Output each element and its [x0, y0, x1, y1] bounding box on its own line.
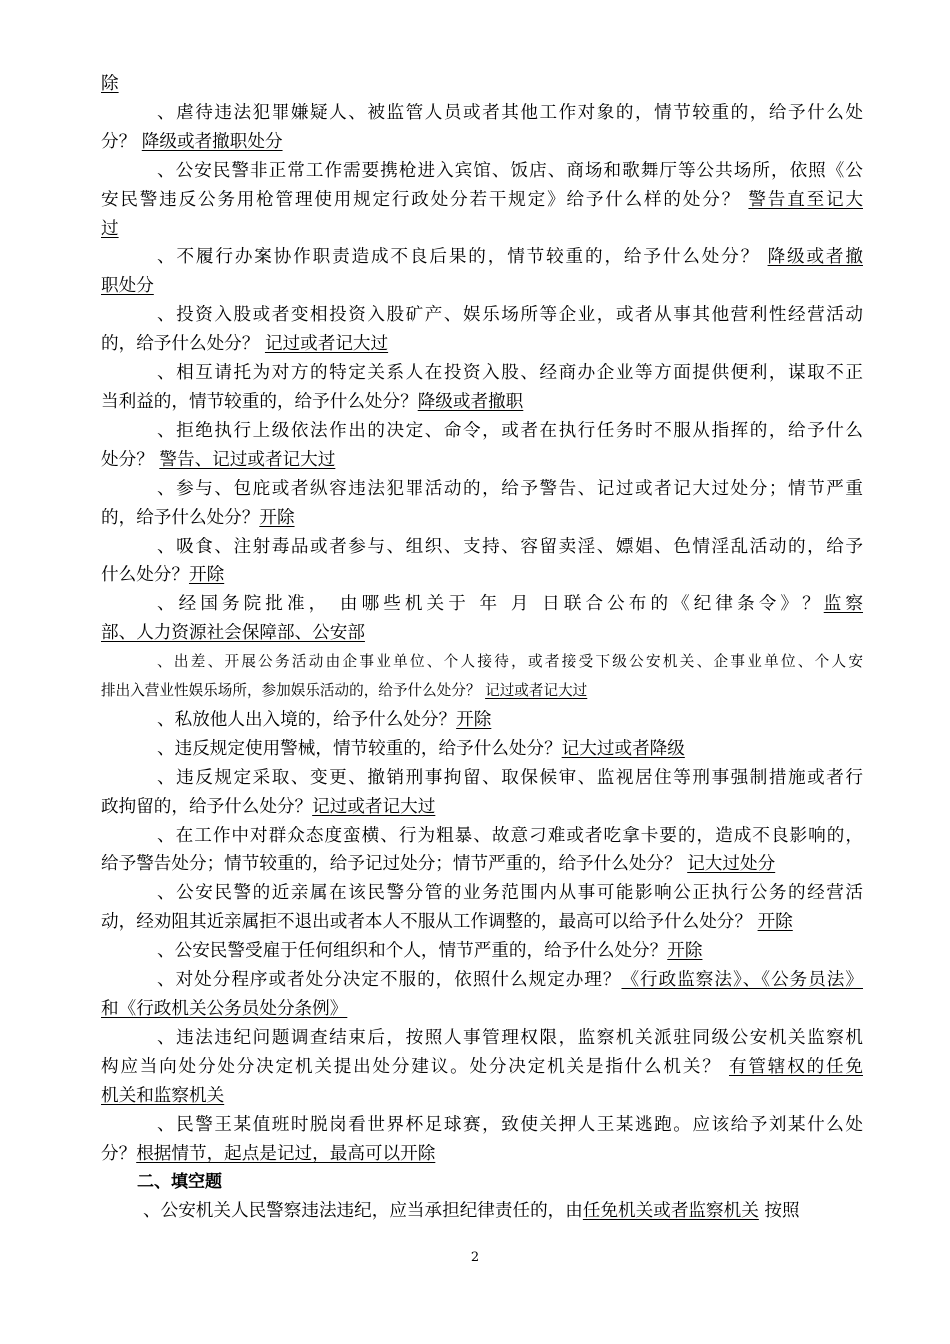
answer-text: 警告、记过或者记大过 [159, 449, 336, 470]
question-q16 [101, 937, 863, 966]
question-line [101, 648, 863, 677]
question-text: 、公安民警非正常工作需要携枪进入宾馆、饭店、商场和歌舞厅等公共场所，依照《公 [157, 160, 863, 181]
question-text: 、拒绝执行上级依法作出的决定、命令，或者在执行任务时不服从指挥的，给予什么 [157, 420, 863, 441]
answer-text: 部、人力资源社会保障部、公安部 [101, 623, 365, 644]
question-q0 [101, 70, 863, 99]
question-line [101, 99, 863, 128]
question-line [101, 504, 863, 533]
question-text: 、参与、包庇或者纵容违法犯罪活动的，给予警告、记过或者记大过处分；情节严重 [157, 478, 863, 499]
answer-text: 降级或者撤 [767, 247, 863, 268]
question-line [101, 677, 863, 706]
fill-answer: 任免机关或者监察机关 [582, 1201, 759, 1222]
question-line [101, 995, 863, 1024]
question-q8 [101, 533, 863, 591]
answer-text: 开除 [667, 941, 703, 962]
answer-text: 降级或者撤职 [417, 391, 524, 412]
question-q15 [101, 879, 863, 937]
question-q7 [101, 475, 863, 533]
question-text: 安民警违反公务用枪管理使用规定行政处分若干规定》给予什么样的处分？ [101, 189, 749, 210]
answer-text: 开除 [456, 709, 492, 730]
question-text: 处分？ [101, 449, 160, 470]
question-line [101, 735, 863, 764]
question-line [101, 243, 863, 272]
question-text: 、相互请托为对方的特定关系人在投资入股、经商办企业等方面提供便利，谋取不正 [157, 363, 863, 384]
question-text: 、虐待违法犯罪嫌疑人、被监管人员或者其他工作对象的，情节较重的，给予什么处 [157, 102, 863, 123]
question-q1 [101, 99, 863, 157]
answer-text: 除 [101, 74, 119, 94]
document-body [101, 70, 863, 1226]
question-text: 排出入营业性娱乐场所，参加娱乐活动的，给予什么处分？ [101, 682, 486, 700]
question-text: 、私放他人出入境的，给予什么处分？ [157, 709, 457, 730]
question-text: 、公安民警受雇于任何组织和个人，情节严重的，给予什么处分？ [157, 941, 668, 962]
question-line [101, 1024, 863, 1053]
question-line [101, 590, 863, 619]
question-line [101, 330, 863, 359]
question-line [101, 272, 863, 301]
answer-text: 记过或者记大过 [312, 796, 436, 817]
question-line [101, 475, 863, 504]
answer-text: 机关和监察机关 [101, 1085, 225, 1106]
question-line [101, 128, 863, 157]
answer-text: 开除 [259, 507, 295, 528]
question-line [101, 301, 863, 330]
question-line [101, 908, 863, 937]
question-text: 、在工作中对群众态度蛮横、行为粗暴、故意刁难或者吃拿卡要的，造成不良影响的， [157, 825, 863, 846]
answer-text: 开除 [757, 912, 793, 933]
question-line [101, 388, 863, 417]
question-q6 [101, 417, 863, 475]
question-text: 的，给予什么处分？ [101, 334, 265, 355]
question-text: 、公安民警的近亲属在该民警分管的业务范围内从事可能影响公正执行公务的经营活 [157, 883, 863, 904]
question-text: 、不履行办案协作职责造成不良后果的，情节较重的，给予什么处分？ [157, 247, 768, 268]
question-q4 [101, 301, 863, 359]
question-line [101, 417, 863, 446]
question-line [101, 764, 863, 793]
question-text: 给予警告处分；情节较重的，给予记过处分；情节严重的，给予什么处分？ [101, 854, 688, 875]
question-text: 政拘留的，给予什么处分？ [101, 796, 313, 817]
question-q14 [101, 822, 863, 880]
answer-text: 根据情节，起点是记过，最高可以开除 [136, 1143, 436, 1164]
question-line [101, 446, 863, 475]
question-text: 当利益的，情节较重的，给予什么处分？ [101, 391, 418, 412]
question-text: 、对处分程序或者处分决定不服的，依照什么规定办理？ [157, 970, 622, 991]
section-heading: 二、填空题 [137, 1172, 222, 1193]
answer-text: 开除 [188, 565, 225, 586]
question-line [101, 1140, 863, 1169]
question-text: 的，给予什么处分？ [101, 507, 260, 528]
question-line [101, 186, 863, 215]
question-line [101, 533, 863, 562]
question-text: 什么处分？ [101, 565, 189, 586]
question-text: 、投资入股或者变相投资入股矿产、娱乐场所等企业，或者从事其他营利性经营活动 [157, 305, 863, 326]
question-line [101, 1082, 863, 1111]
question-line [101, 937, 863, 966]
question-text: 、违反规定采取、变更、撤销刑事拘留、取保候审、监视居住等刑事强制措施或者行 [157, 767, 863, 788]
answer-text: 记过或者记大过 [264, 334, 389, 355]
question-line [101, 1053, 863, 1082]
page-number: 2 [470, 1250, 480, 1265]
question-line [101, 850, 863, 879]
question-line [101, 966, 863, 995]
question-q19 [101, 1111, 863, 1169]
question-q13 [101, 764, 863, 822]
question-line [101, 359, 863, 388]
question-text: 、出差、开展公务活动由企事业单位、个人接待，或者接受下级公安机关、企事业单位、个人安 [157, 653, 863, 671]
question-text: 分？ [101, 1143, 137, 1164]
question-line [101, 561, 863, 590]
answer-text: 和《行政机关公务员处分条例》 [101, 999, 348, 1019]
question-q2 [101, 157, 863, 244]
question-q3 [101, 243, 863, 301]
question-q9 [101, 590, 863, 648]
question-line [101, 70, 863, 99]
question-q10 [101, 648, 863, 706]
question-text: 动，经劝阻其近亲属拒不退出或者本人不服从工作调整的，最高可以给予什么处分？ [101, 912, 758, 933]
question-text: 、经国务院批准， 由哪些机关于 年 月 日联合公布的《纪律条令》？ [157, 594, 824, 615]
question-line [101, 822, 863, 851]
answer-text: 警告直至记大 [748, 189, 863, 210]
fill-blank-line [101, 1197, 863, 1226]
question-line [101, 706, 863, 735]
question-line [101, 157, 863, 186]
fill-text-post: 按照 [758, 1201, 800, 1222]
question-text: 分？ [101, 131, 142, 152]
question-line [101, 1111, 863, 1140]
answer-text: 记过或者记大过 [485, 682, 588, 700]
question-line [101, 619, 863, 648]
question-text: 、违反规定使用警械，情节较重的，给予什么处分？ [157, 738, 562, 759]
fill-text-pre: 、公安机关人民警察违法违纪，应当承担纪律责任的，由 [143, 1201, 583, 1222]
answer-text: 记大过处分 [687, 854, 776, 875]
question-text: 、吸食、注射毒品或者参与、组织、支持、容留卖淫、嫖娼、色情淫乱活动的，给予 [157, 536, 863, 557]
question-q17 [101, 966, 863, 1024]
answer-text: 《行政监察法》、《公务员法》 [621, 970, 863, 991]
question-text: 构应当向处分处分决定机关提出处分建议。处分决定机关是指什么机关？ [101, 1056, 730, 1077]
question-text: 、违法违纪问题调查结束后，按照人事管理权限，监察机关派驻同级公安机关监察机 [157, 1027, 863, 1048]
question-q5 [101, 359, 863, 417]
answer-text: 记大过或者降级 [561, 738, 685, 759]
answer-text: 职处分 [101, 276, 154, 297]
question-q11 [101, 706, 863, 735]
question-q18 [101, 1024, 863, 1111]
question-q12 [101, 735, 863, 764]
answer-text: 过 [101, 218, 119, 239]
answer-text: 监察 [823, 594, 863, 615]
question-text: 、民警王某值班时脱岗看世界杯足球赛，致使关押人王某逃跑。应该给予刘某什么处 [157, 1114, 863, 1135]
question-line [101, 215, 863, 244]
answer-text: 有管辖权的任免 [729, 1056, 863, 1077]
answer-text: 降级或者撤职处分 [141, 131, 283, 152]
question-line [101, 879, 863, 908]
question-line [101, 793, 863, 822]
